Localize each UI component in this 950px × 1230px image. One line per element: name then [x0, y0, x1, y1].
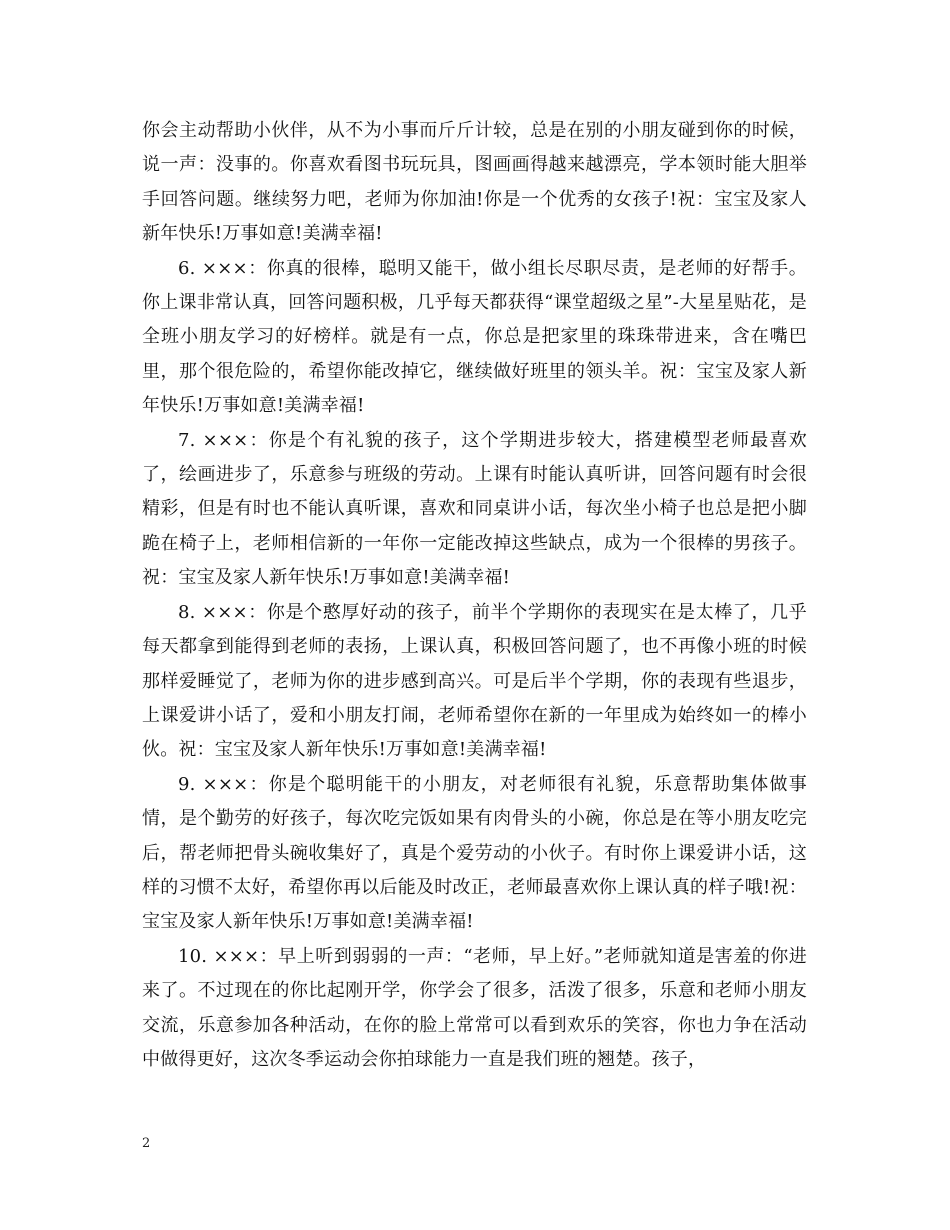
paragraph-item-9: 9. ×××：你是个聪明能干的小朋友，对老师很有礼貌，乐意帮助集体做事情，是个勤劳的好孩子，每次吃完饭如果有肉骨头的小碗，你总是在等小朋友吃完后，帮老师把骨头碗收集好了，真是个爱劳动的小伙子。有时你上课爱讲小话，这样的习惯不太好，希望你再以后能及时改正，老师最喜欢你上课认真的样子哦!祝：宝宝及家人新年快乐!万事如意!美满幸福! — [142, 773, 807, 933]
paragraph-item-8: 8. ×××：你是个憨厚好动的孩子，前半个学期你的表现实在是太棒了，几乎每天都拿到能得到老师的表扬，上课认真，积极回答问题了，也不再像小班的时候那样爱睡觉了，老师为你的进步感到高兴。可是后半个学期，你的表现有些退步，上课爱讲小话了，爱和小朋友打闹，老师希望你在新的一年里成为始终如一的棒小伙。祝：宝宝及家人新年快乐!万事如意!美满幸福! — [142, 601, 807, 761]
paragraph-item-7: 7. ×××：你是个有礼貌的孩子，这个学期进步较大，搭建模型老师最喜欢了，绘画进步了，乐意参与班级的劳动。上课有时能认真听讲，回答问题有时会很精彩，但是有时也不能认真听课，喜欢和同桌讲小话，每次坐小椅子也总是把小脚跪在椅子上，老师相信新的一年你一定能改掉这些缺点，成为一个很棒的男孩子。祝：宝宝及家人新年快乐!万事如意!美满幸福! — [142, 429, 807, 589]
paragraph-item-6: 6. ×××：你真的很棒，聪明又能干，做小组长尽职尽责，是老师的好帮手。你上课非常认真，回答问题积极，几乎每天都获得“课堂超级之星”-大星星贴花，是全班小朋友学习的好榜样。就是有一点，你总是把家里的珠珠带进来，含在嘴巴里，那个很危险的，希望你能改掉它，继续做好班里的领头羊。祝：宝宝及家人新年快乐!万事如意!美满幸福! — [142, 257, 807, 417]
body-text — [142, 114, 807, 1077]
page-number: 2 — [142, 1136, 151, 1151]
paragraph-continuation: 你会主动帮助小伙伴，从不为小事而斤斤计较，总是在别的小朋友碰到你的时候，说一声：没事的。你喜欢看图书玩玩具，图画画得越来越漂亮，学本领时能大胆举手回答问题。继续努力吧，老师为你加油!你是一个优秀的女孩子!祝：宝宝及家人新年快乐!万事如意!美满幸福! — [142, 120, 807, 245]
paragraph-item-10: 10. ×××：早上听到弱弱的一声：“老师，早上好。”老师就知道是害羞的你进来了。不过现在的你比起刚开学，你学会了很多，活泼了很多，乐意和老师小朋友交流，乐意参加各种活动，在你的脸上常常可以看到欢乐的笑容，你也力争在活动中做得更好，这次冬季运动会你拍球能力一直是我们班的翘楚。孩子， — [142, 945, 807, 1070]
